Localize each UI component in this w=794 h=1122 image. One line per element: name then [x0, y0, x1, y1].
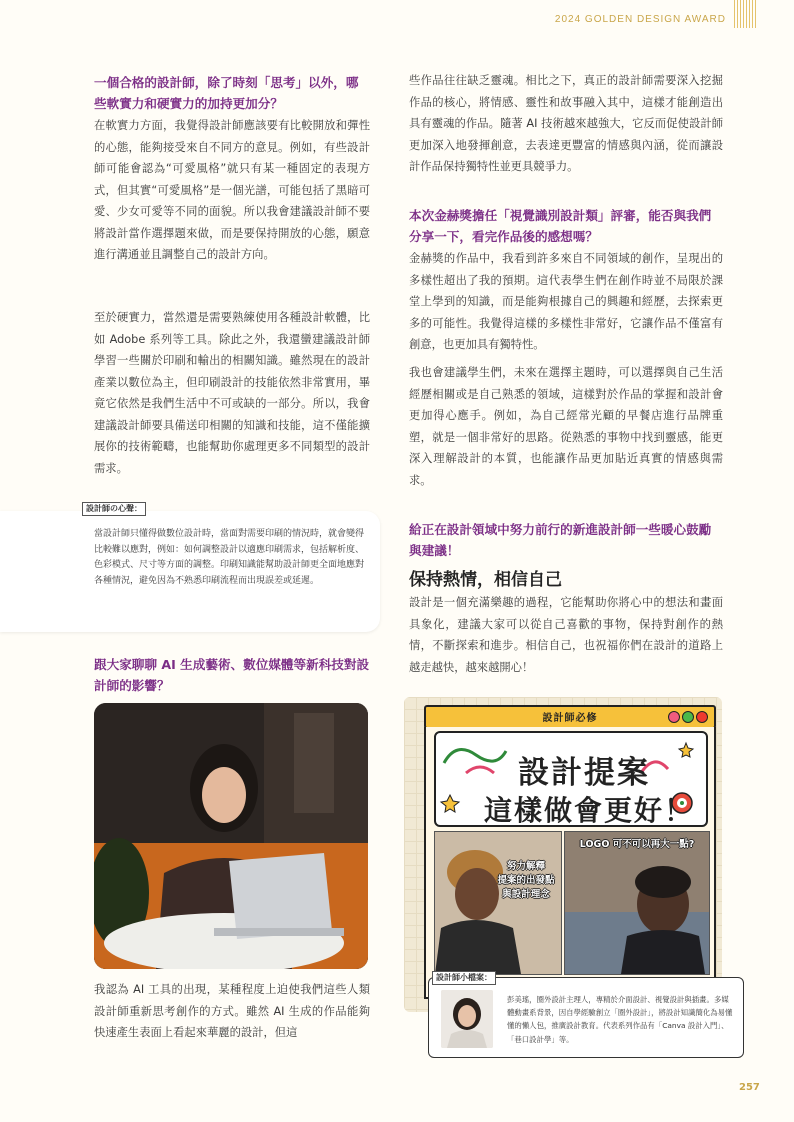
designer-profile-box: [428, 977, 744, 1058]
window-dot-orange-icon: [696, 711, 708, 723]
window-dot-green-icon: [682, 711, 694, 723]
designer-note-text: 當設計師只懂得做數位設計時，當面對需要印刷的情況時，就會變得比較難以應對，例如：如何調整設計以適應印刷需求，包括解析度、色彩模式、尺寸等方面的調整。印刷知識能幫助設計師更全面地應對各種情況，避免因為不熟悉印刷流程而出現誤差或延遲。: [94, 529, 365, 586]
page-number: 257: [739, 1082, 760, 1093]
encouragement-title: 保持熱情，相信自己: [409, 570, 562, 590]
question-heading-2: 本次金赫獎擔任「視覺識別設計類」評審，能否與我們分享一下，看完作品後的感想嗎？: [409, 208, 712, 244]
gold-stripes-decoration: [734, 0, 756, 28]
meme-photo-right: [564, 831, 710, 975]
answer-ai-impact-continued: 些作品往往缺乏靈魂。相比之下，真正的設計師需要深入挖掘作品的核心，將情感、靈性和故事融入其中，這樣才能創造出具有靈魂的作品。隨著 AI 技術越來越強大，它反而促使設計師更加深入地發揮創意，去表達更豐富的情感與內涵，從而讓設計作品保持獨特性並更具競爭力。: [409, 74, 723, 173]
meme-photo-left-illustration: [435, 832, 561, 974]
card-title-box: [434, 731, 708, 827]
card-body: [424, 727, 716, 999]
design-proposal-card: [404, 697, 722, 1012]
card-window-title: 設計師必修: [542, 713, 598, 724]
meme-photo-right-illustration: [565, 832, 709, 974]
question-heading-1: 一個合格的設計師，除了時刻「思考」以外，哪些軟實力和硬實力的加持更加分？: [94, 75, 359, 111]
meme-caption-right: LOGO 可不可以再大一點?: [579, 839, 695, 850]
designer-portrait: [441, 990, 493, 1048]
card-title-line-1: 設計提案: [518, 755, 650, 791]
answer-hard-skills: 至於硬實力，當然還是需要熟練使用各種設計軟體，比如 Adobe 系列等工具。除此之外，我還蠻建議設計師學習一些關於印刷和輸出的相關知識。雖然現在的設計產業以數位為主，但印刷設計的技能依然非常實用，畢竟它依然是我們生活中不可或缺的一部分。所以，我會建議設計師要具備送印相關的知識和技能，這不僅能擴展你的技術範疇，也能幫助你處理更多不同類型的設計需求。: [94, 311, 370, 475]
interview-photo-illustration: [94, 703, 368, 969]
answer-soft-skills: 在軟實力方面，我覺得設計師應該要有比較開放和彈性的心態，能夠接受來自不同方的意見。例如，有些設計師可能會認為“可愛風格”就只有某一種固定的表現方式，但其實“可愛風格”是一個光譜，可能包括了黑暗可愛、少女可愛等不同的面貌。所以我會建議設計師不要將設計當作選擇題來做，而是要保持開放的心態，願意進行溝通並且調整自己的設計方向。: [94, 119, 370, 261]
question-heading-4: 給正在設計領域中努力前行的新進設計師一些暖心鼓勵與建議！: [409, 522, 712, 558]
window-dot-red-icon: [668, 711, 680, 723]
designer-profile-text: 彭美瑤，圈外設計主理人，專精於介面設計、視覺設計與插畫。多媒體動畫系背景，因自學經驗創立「圈外設計」，將設計知識簡化為易懂懂的懶人包，推廣設計教育。代表系列作品有「Canva 設計入門」、「巷口設計學」等。: [507, 995, 733, 1044]
meme-caption-left: 努力解釋 提案的出發點 與設計理念: [497, 861, 555, 900]
answer-judging-impressions: 金赫獎的作品中，我看到許多來自不同領域的創作，呈現出的多樣性超出了我的預期。這代表學生們在創作時並不局限於課堂上學到的知識，而是能夠根據自己的興趣和經歷，去探索更多的可能性。我覺得這樣的多樣性非常好，它讓作品不僅富有創意，也更加具有獨特性。: [409, 252, 723, 351]
answer-encouragement: 設計是一個充滿樂趣的過程，它能幫助你將心中的想法和畫面具象化，建議大家可以從自己喜歡的事物，保持對創作的熱情，不斷探索和進步。相信自己，也祝福你們在設計的道路上越走越快，越來越開心！: [409, 596, 723, 674]
card-title-line-2: 這樣做會更好！: [484, 794, 695, 827]
answer-ai-impact: 我認為 AI 工具的出現，某種程度上迫使我們這些人類設計師重新思考創作的方式。雖然 AI 生成的作品能夠快速產生表面上看起來華麗的設計，但這: [94, 983, 370, 1039]
header-award: 2024 GOLDEN DESIGN AWARD: [554, 14, 726, 25]
designer-portrait-illustration: [441, 990, 493, 1048]
interview-photo: [94, 703, 368, 969]
card-window-bar: [424, 705, 716, 729]
designer-note-label: 設計師の心聲：: [82, 502, 146, 516]
question-heading-3: 跟大家聊聊 AI 生成藝術、數位媒體等新科技對設計師的影響？: [94, 657, 370, 693]
meme-photo-left: [434, 831, 562, 975]
answer-student-advice: 我也會建議學生們，未來在選擇主題時，可以選擇與自己生活經歷相關或是自己熟悉的領域，這樣對於作品的掌握和設計會更加得心應手。例如，為自己經常光顧的早餐店進行品牌重塑，就是一個非常好的思路。從熟悉的事物中找到靈感，能更深入理解設計的本質，也能讓作品更加貼近真實的情感與需求。: [409, 366, 723, 487]
profile-label: 設計師小檔案：: [432, 971, 496, 985]
